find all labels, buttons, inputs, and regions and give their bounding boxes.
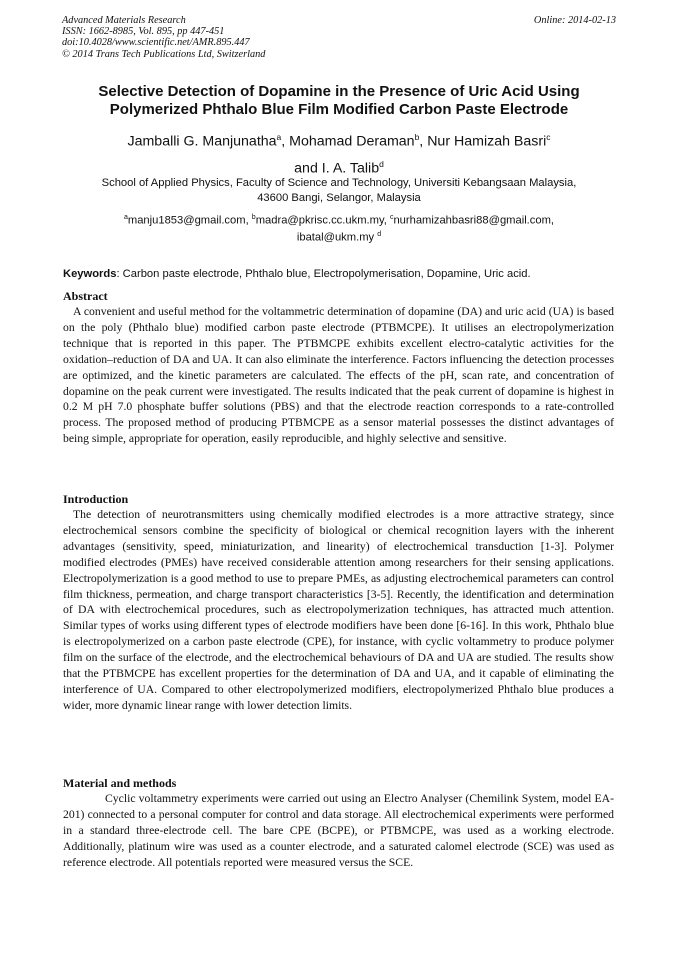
copyright-line: © 2014 Trans Tech Publications Ltd, Switzerland <box>62 48 266 60</box>
email-link[interactable]: nurhamizahbasri88@gmail.com, <box>393 214 555 227</box>
issn-line: ISSN: 1662-8985, Vol. 895, pp 447-451 <box>62 26 225 38</box>
keywords-label: Keywords <box>63 268 117 280</box>
author-name: Nur Hamizah Basri <box>427 133 547 150</box>
author-separator: , <box>281 133 290 150</box>
email-link[interactable]: madra@pkrisc.cc.ukm.my, <box>255 214 390 227</box>
title-line: Polymerized Phthalo Blue Film Modified Carbon Paste Electrode <box>109 101 569 118</box>
affiliation-line: School of Applied Physics, Faculty of Science and Technology, Universiti Kebangsaan Malaysia, <box>101 177 577 189</box>
email-mark: a <box>123 214 128 221</box>
email-link[interactable]: manju1853@gmail.com, <box>127 214 252 227</box>
introduction-body: The detection of neurotransmitters using chemically modified electrodes is a more attractive strategy, since electrochemical sensors combine the specificity of biological or chemical recognition layers with the inherent advantages (sensitivity, speed, miniaturization, and linearity) of electrochemical transduction [1-3]. Polymer modified electrodes (PMEs) have received considerable attention among researchers for their sensing applications. Electropolymerization is a good method to use to prepare PMEs, as adjusting electrochemical parameters can control film thickness, permeation, and charge transport characteristics [3-5]. Recently, the identification and determination of DA with electrochemical procedures, such as electropolymerization techniques, has attracted much attention. Similar types of works using different types of electrode modifiers have been done [6-16]. In this work, Phthalo blue is electropolymerized on a carbon paste electrode (CPE), for instance, with cyclic voltammetry to produce polymer film on the surface of the electrode, and the electrochemical behaviours of DA and UA are studied. The results show that the PTBMCPE has excellent properties for the determination of DA and UA, and it capable of eliminating the interference of UA. Compared to other electropolymerized modifiers, electropolymerized Phthalo blue produces a wider, more dynamic linear range with lower detection limits. <box>63 508 614 712</box>
paper-title <box>40 83 638 119</box>
author-separator: , <box>419 133 428 150</box>
section-heading-methods: Material and methods <box>63 776 177 790</box>
email-mark: b <box>251 214 256 221</box>
journal-name: Advanced Materials Research <box>62 15 186 26</box>
author-affil-mark: a <box>276 132 282 142</box>
keywords-list: : Carbon paste electrode, Phthalo blue, Electropolymerisation, Dopamine, Uric acid. <box>116 268 531 280</box>
author-emails <box>40 211 638 245</box>
abstract-body: A convenient and useful method for the voltammetric determination of dopamine (DA) and uric acid (UA) is based on the poly (Phthalo blue) modified carbon paste electrode (PTBMCPE). It utilises an electropolymerization technique that is reported in this paper. The PTBMCPE exhibits excellent electro-catalytic activities for the oxidation–reduction of DA and UA. It can also eliminate the interference. Factors influencing the detection processes are optimized, and the kinetic parameters are calculated. The effects of the pH, scan rate, and concentration of dopamine on the peak current were investigated. The results indicated that the peak current of dopamine is highest in 0.2 M pH 7.0 phosphate buffer solutions (PBS) and that the electrode reaction corresponds to a rate-controlled process. The proposed method of producing PTBMCPE as a sensor material possesses the distinct advantages of being simple, appropriate for operation, easily reproducible, and highly selective and sensitive. <box>63 305 614 446</box>
author-name: Mohamad Deraman <box>289 133 415 150</box>
methods-body: Cyclic voltammetry experiments were carried out using an Electro Analyser (Chemilink System, model EA-201) connected to a personal computer for control and data storage. All electrochemical experiments were performed in a standard three-electrode cell. The bare CPE (BCPE), or PTBMCPE, was used as a working electrode. Additionally, platinum wire was used as a counter electrode, and a saturated calomel electrode (SCE) was used as reference electrode. All potentials reported were measured versus the SCE. <box>63 792 614 869</box>
email-link[interactable]: ibatal@ukm.my <box>296 231 378 244</box>
section-heading-introduction: Introduction <box>63 492 129 506</box>
affiliation <box>40 176 638 205</box>
title-line: Selective Detection of Dopamine in the Presence of Uric Acid Using <box>98 83 580 100</box>
section-heading-abstract: Abstract <box>63 289 108 303</box>
author-line-1 <box>40 126 638 153</box>
email-mark: c <box>389 214 394 221</box>
keywords <box>63 267 623 281</box>
email-line-2 <box>40 228 638 245</box>
doi-line: doi:10.4028/www.scientific.net/AMR.895.447 <box>62 37 250 49</box>
online-date: Online: 2014-02-13 <box>533 15 616 26</box>
affiliation-line: 43600 Bangi, Selangor, Malaysia <box>257 191 421 204</box>
author-affil-mark: c <box>546 132 551 142</box>
email-line-1 <box>40 211 638 228</box>
author-affil-mark: b <box>414 132 420 142</box>
email-mark: d <box>377 231 382 239</box>
author-name: Jamballi G. Manjunatha <box>127 133 277 150</box>
author-list <box>40 126 638 179</box>
author-affil-mark: d <box>379 158 384 169</box>
journal-header <box>62 15 616 60</box>
author-name: and I. A. Talib <box>294 160 380 177</box>
